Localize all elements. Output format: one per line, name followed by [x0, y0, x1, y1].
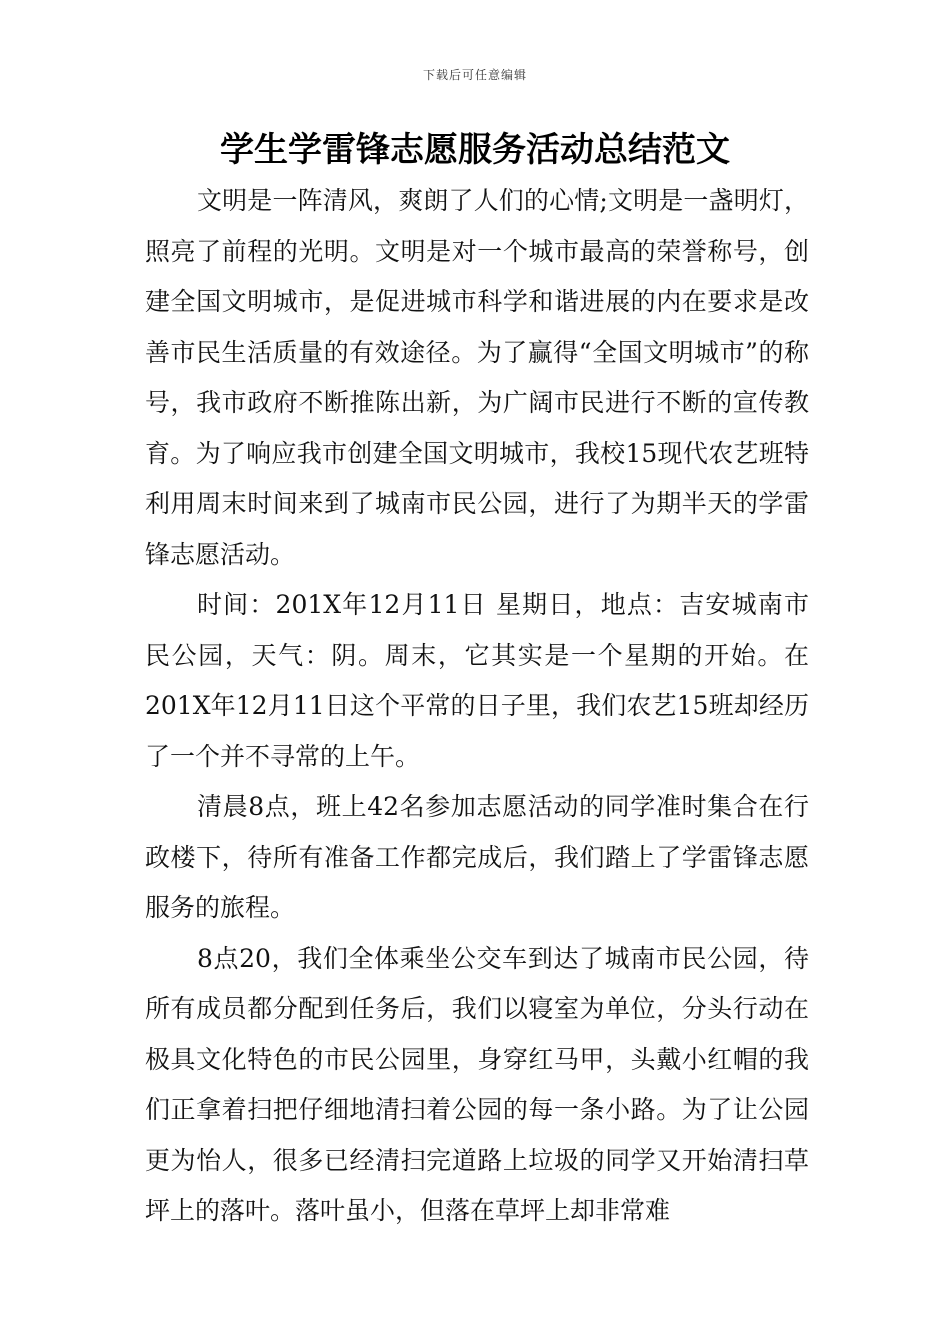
paragraph-time-place: 时间：201X年12月11日 星期日，地点：吉安城南市民公园，天气：阴。周末，它其实是一个星期的开始。在201X年12月11日这个平常的日子里，我们农艺15班却经历了一个并不寻常的上午。	[145, 590, 809, 771]
document-body	[145, 176, 809, 1237]
paragraph-cleaning: 8点20，我们全体乘坐公交车到达了城南市民公园，待所有成员都分配到任务后，我们以寝室为单位，分头行动在极具文化特色的市民公园里，身穿红马甲，头戴小红帽的我们正拿着扫把仔细地清扫着公园的每一条小路。为了让公园更为怡人，很多已经清扫完道路上垃圾的同学又开始清扫草坪上的落叶。落叶虽小，但落在草坪上却非常难	[145, 943, 809, 1225]
paragraph-intro: 文明是一阵清风，爽朗了人们的心情;文明是一盏明灯，照亮了前程的光明。文明是对一个城市最高的荣誉称号，创建全国文明城市，是促进城市科学和谐进展的内在要求是改善市民生活质量的有效途径。为了赢得“全国文明城市”的称号，我市政府不断推陈出新，为广阔市民进行不断的宣传教育。为了响应我市创建全国文明城市，我校15现代农艺班特利用周末时间来到了城南市民公园，进行了为期半天的学雷锋志愿活动。	[145, 186, 809, 569]
header-note: 下载后可任意编辑	[422, 68, 527, 82]
document-title: 学生学雷锋志愿服务活动总结范文	[220, 130, 730, 170]
paragraph-assembly: 清晨8点，班上42名参加志愿活动的同学准时集合在行政楼下，待所有准备工作都完成后，我们踏上了学雷锋志愿服务的旅程。	[145, 792, 809, 922]
